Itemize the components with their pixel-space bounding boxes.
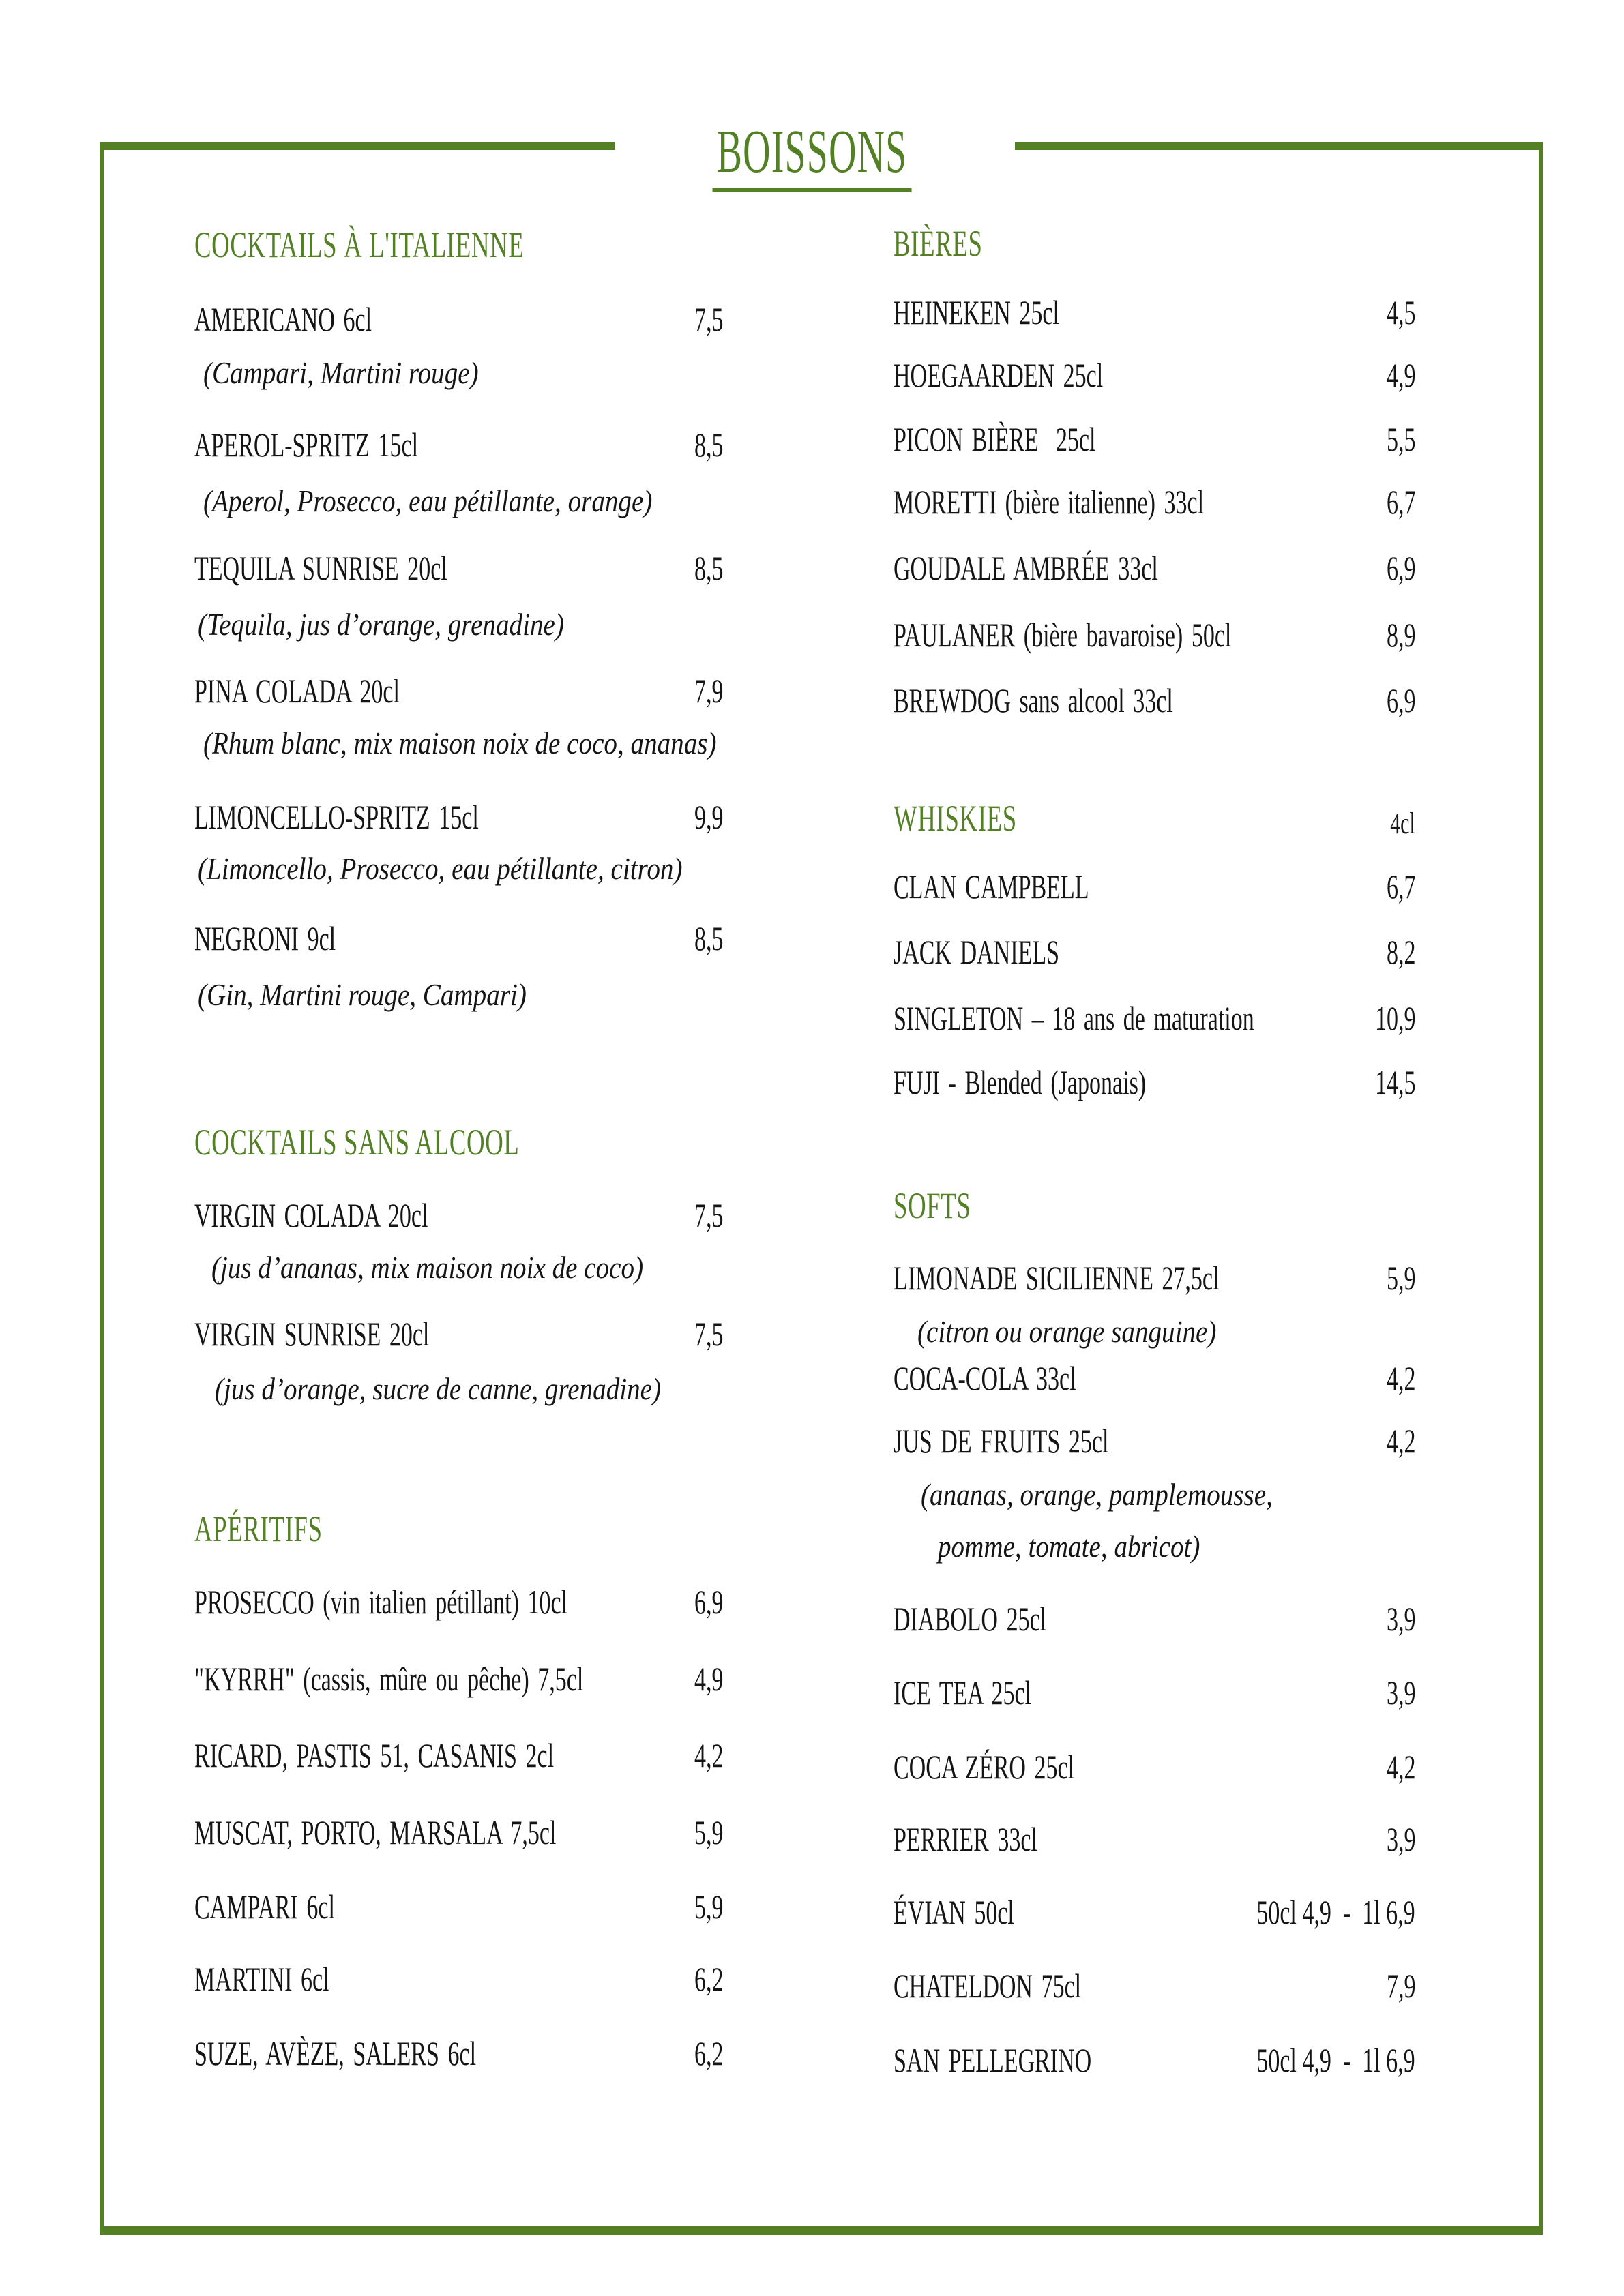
item-price: 6,9 bbox=[1386, 549, 1415, 587]
item-name: FUJI - Blended (Japonais) bbox=[894, 1063, 1147, 1101]
item-name: NEGRONI 9cl bbox=[194, 919, 336, 957]
menu-item bbox=[194, 1738, 723, 1783]
item-name: CLAN CAMPBELL bbox=[894, 867, 1089, 906]
menu-item bbox=[194, 1198, 723, 1243]
item-name: COCA ZÉRO 25cl bbox=[894, 1748, 1075, 1786]
item-price: 6,9 bbox=[1386, 681, 1415, 719]
item-name: LIMONADE SICILIENNE 27,5cl bbox=[894, 1259, 1220, 1297]
item-price: 14,5 bbox=[1374, 1063, 1415, 1101]
item-price: 5,5 bbox=[1386, 420, 1415, 458]
menu-item bbox=[894, 551, 1415, 596]
menu-item bbox=[894, 683, 1415, 728]
item-price: 50cl 4,9 - 1l 6,9 bbox=[1256, 2041, 1415, 2079]
item-price: 4,2 bbox=[1386, 1359, 1415, 1397]
item-price: 4,9 bbox=[694, 1660, 723, 1698]
section-title-whiskies: WHISKIES bbox=[894, 798, 1017, 839]
section-title-bieres: BIÈRES bbox=[894, 223, 983, 264]
item-price: 6,9 bbox=[694, 1583, 723, 1621]
menu-item bbox=[894, 935, 1415, 980]
item-name: AMERICANO 6cl bbox=[194, 300, 372, 338]
menu-item bbox=[894, 1602, 1415, 1647]
menu-item bbox=[194, 921, 723, 966]
whiskies-unit: 4cl bbox=[1390, 807, 1415, 840]
item-price: 7,5 bbox=[694, 300, 723, 338]
menu-item bbox=[194, 1890, 723, 1935]
item-name: RICARD, PASTIS 51, CASANIS 2cl bbox=[194, 1736, 555, 1774]
menu-item bbox=[194, 1962, 723, 2007]
item-price: 8,5 bbox=[694, 549, 723, 587]
menu-item bbox=[894, 1361, 1415, 1406]
menu-item bbox=[194, 1662, 723, 1707]
item-price: 50cl 4,9 - 1l 6,9 bbox=[1256, 1893, 1415, 1931]
item-price: 3,9 bbox=[1386, 1600, 1415, 1638]
item-price: 7,5 bbox=[694, 1315, 723, 1353]
item-price: 8,9 bbox=[1386, 616, 1415, 654]
item-name: HEINEKEN 25cl bbox=[894, 293, 1059, 331]
whiskies-unit-row bbox=[894, 809, 1415, 854]
item-price: 7,9 bbox=[694, 672, 723, 710]
item-price: 4,2 bbox=[694, 1736, 723, 1774]
menu-item bbox=[194, 674, 723, 719]
page-title-wrap bbox=[0, 118, 1624, 192]
item-name: PICON BIÈRE 25cl bbox=[894, 420, 1096, 458]
menu-item bbox=[894, 1822, 1415, 1867]
item-description: (Tequila, jus d’orange, grenadine) bbox=[198, 607, 564, 642]
item-name: MARTINI 6cl bbox=[194, 1960, 329, 1998]
item-description: (Limoncello, Prosecco, eau pétillante, citron) bbox=[198, 851, 683, 886]
menu-item bbox=[194, 2036, 723, 2081]
item-name: CAMPARI 6cl bbox=[194, 1888, 335, 1926]
section-title-aperitifs: APÉRITIFS bbox=[194, 1508, 323, 1549]
item-price: 4,2 bbox=[1386, 1748, 1415, 1786]
item-price: 6,2 bbox=[694, 2034, 723, 2072]
item-name: VIRGIN COLADA 20cl bbox=[194, 1196, 428, 1234]
item-name: MUSCAT, PORTO, MARSALA 7,5cl bbox=[194, 1813, 557, 1851]
menu-item bbox=[894, 358, 1415, 403]
item-name: LIMONCELLO-SPRITZ 15cl bbox=[194, 798, 479, 836]
menu-item bbox=[194, 1585, 723, 1630]
menu-item bbox=[894, 1261, 1415, 1306]
item-name: SAN PELLEGRINO bbox=[894, 2041, 1092, 2079]
item-name: ICE TEA 25cl bbox=[894, 1673, 1032, 1712]
item-price: 9,9 bbox=[694, 798, 723, 836]
menu-item bbox=[894, 1969, 1415, 2014]
menu-item bbox=[894, 422, 1415, 467]
item-name: ÉVIAN 50cl bbox=[894, 1893, 1014, 1931]
item-name: TEQUILA SUNRISE 20cl bbox=[194, 549, 447, 587]
item-description: (jus d’orange, sucre de canne, grenadine) bbox=[215, 1371, 662, 1406]
section-title-cocktails-sans-alcool: COCKTAILS SANS ALCOOL bbox=[194, 1122, 520, 1163]
menu-item bbox=[894, 1750, 1415, 1795]
item-name: "KYRRH" (cassis, mûre ou pêche) 7,5cl bbox=[194, 1660, 584, 1698]
item-name: GOUDALE AMBRÉE 33cl bbox=[894, 549, 1158, 587]
item-name: VIRGIN SUNRISE 20cl bbox=[194, 1315, 430, 1353]
item-description: (Aperol, Prosecco, eau pétillante, orange) bbox=[203, 483, 653, 518]
item-name: SUZE, AVÈZE, SALERS 6cl bbox=[194, 2034, 477, 2072]
item-price: 6,2 bbox=[694, 1960, 723, 1998]
item-price: 7,9 bbox=[1386, 1967, 1415, 2005]
item-name: MORETTI (bière italienne) 33cl bbox=[894, 483, 1205, 521]
menu-item bbox=[194, 800, 723, 845]
item-name: JACK DANIELS bbox=[894, 933, 1060, 971]
item-name: APEROL-SPRITZ 15cl bbox=[194, 426, 419, 464]
menu-item bbox=[194, 1317, 723, 1362]
item-name: SINGLETON – 18 ans de maturation bbox=[894, 999, 1254, 1037]
menu-item bbox=[194, 551, 723, 596]
page-title: BOISSONS bbox=[712, 121, 911, 192]
item-description: (jus d’ananas, mix maison noix de coco) bbox=[211, 1250, 644, 1285]
menu-item bbox=[894, 1895, 1415, 1940]
item-price: 7,5 bbox=[694, 1196, 723, 1234]
item-name: CHATELDON 75cl bbox=[894, 1967, 1082, 2005]
menu-item bbox=[894, 295, 1415, 340]
item-price: 5,9 bbox=[694, 1813, 723, 1851]
menu-item bbox=[194, 302, 723, 347]
item-price: 8,5 bbox=[694, 919, 723, 957]
item-price: 6,7 bbox=[1386, 483, 1415, 521]
item-name: DIABOLO 25cl bbox=[894, 1600, 1047, 1638]
item-name: JUS DE FRUITS 25cl bbox=[894, 1422, 1109, 1460]
menu-item bbox=[894, 1001, 1415, 1046]
menu-item bbox=[894, 1675, 1415, 1720]
menu-item bbox=[894, 1065, 1415, 1110]
item-price: 5,9 bbox=[694, 1888, 723, 1926]
item-description: (ananas, orange, pamplemousse, bbox=[921, 1477, 1273, 1512]
item-price: 4,2 bbox=[1386, 1422, 1415, 1460]
menu-item bbox=[894, 1424, 1415, 1469]
item-description: (Campari, Martini rouge) bbox=[203, 355, 479, 390]
menu-item bbox=[894, 485, 1415, 530]
item-price: 8,5 bbox=[694, 426, 723, 464]
item-name: COCA-COLA 33cl bbox=[894, 1359, 1076, 1397]
item-price: 4,5 bbox=[1386, 293, 1415, 331]
section-title-softs: SOFTS bbox=[894, 1185, 971, 1226]
menu-item bbox=[194, 1815, 723, 1860]
item-name: HOEGAARDEN 25cl bbox=[894, 356, 1104, 394]
item-price: 5,9 bbox=[1386, 1259, 1415, 1297]
section-title-cocktails-italienne: COCKTAILS À L'ITALIENNE bbox=[194, 224, 525, 265]
item-description: (citron ou orange sanguine) bbox=[917, 1314, 1217, 1349]
menu-item bbox=[894, 618, 1415, 663]
item-name: PROSECCO (vin italien pétillant) 10cl bbox=[194, 1583, 568, 1621]
item-price: 3,9 bbox=[1386, 1673, 1415, 1712]
item-description: (Rhum blanc, mix maison noix de coco, ananas) bbox=[203, 726, 717, 760]
item-price: 3,9 bbox=[1386, 1820, 1415, 1858]
item-description: (Gin, Martini rouge, Campari) bbox=[198, 977, 527, 1012]
item-name: PERRIER 33cl bbox=[894, 1820, 1037, 1858]
item-name: BREWDOG sans alcool 33cl bbox=[894, 681, 1173, 719]
menu-item bbox=[894, 2043, 1415, 2088]
menu-item bbox=[194, 428, 723, 473]
item-name: PINA COLADA 20cl bbox=[194, 672, 400, 710]
item-price: 8,2 bbox=[1386, 933, 1415, 971]
item-price: 6,7 bbox=[1386, 867, 1415, 906]
item-description: pomme, tomate, abricot) bbox=[938, 1529, 1200, 1564]
item-name: PAULANER (bière bavaroise) 50cl bbox=[894, 616, 1232, 654]
item-price: 10,9 bbox=[1374, 999, 1415, 1037]
item-price: 4,9 bbox=[1386, 356, 1415, 394]
menu-item bbox=[894, 869, 1415, 914]
